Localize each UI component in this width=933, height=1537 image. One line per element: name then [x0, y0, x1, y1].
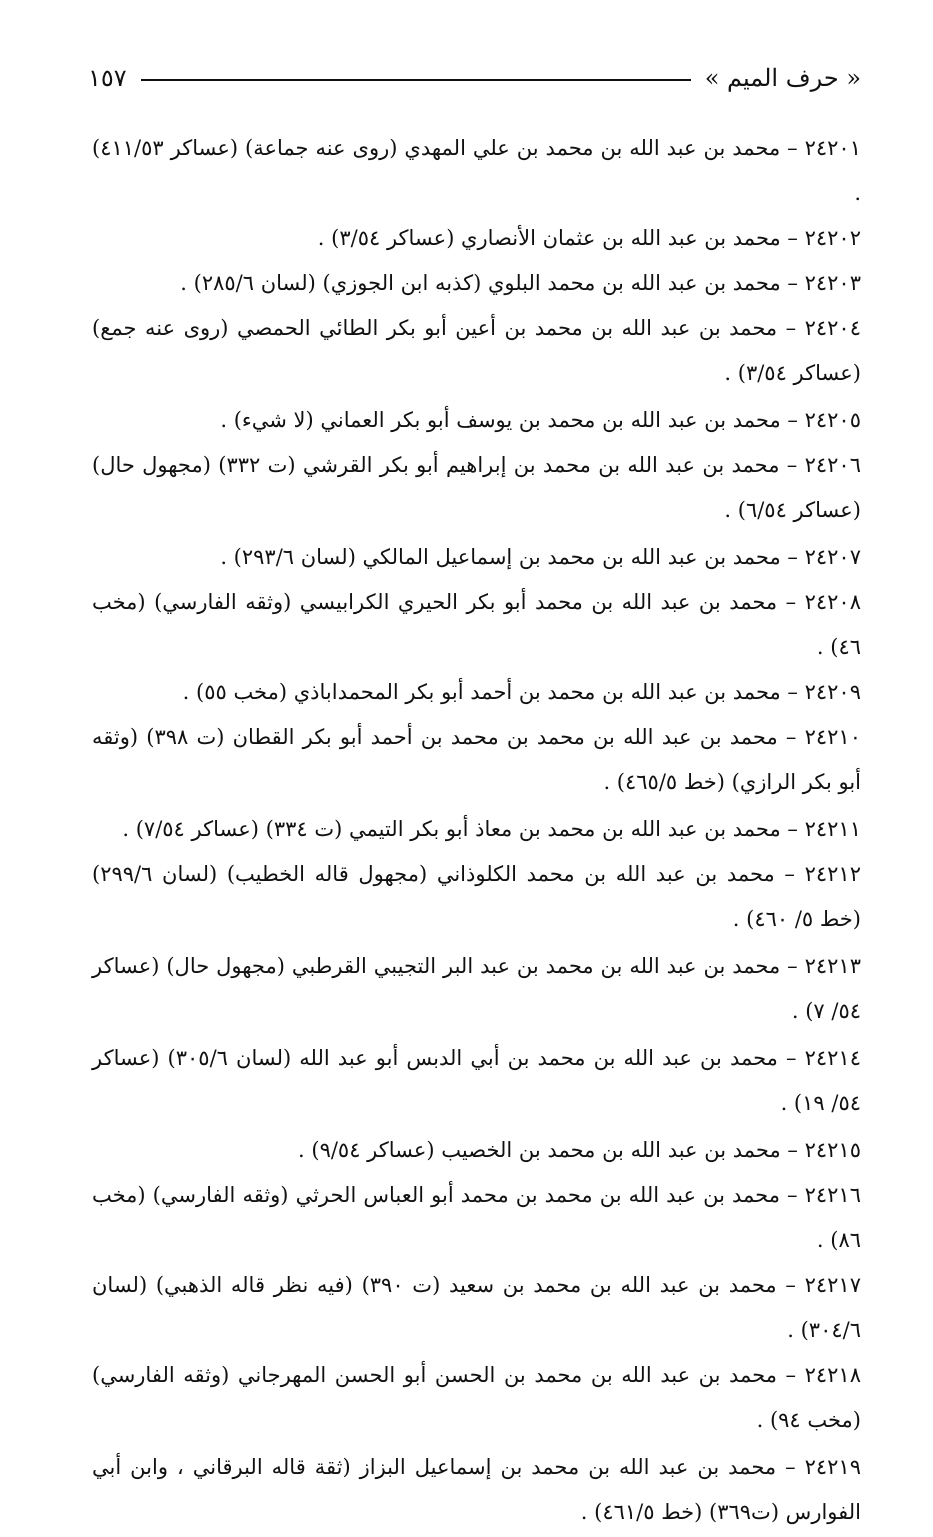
header-rule — [141, 79, 691, 81]
list-item: ٢٤٢١١ – محمد بن عبد الله بن محمد بن معاذ أبو بكر التيمي (ت ٣٣٤) (عساكر ٧/٥٤) . — [122, 817, 861, 841]
list-item: ٢٤٢٠١ – محمد بن عبد الله بن محمد بن علي المهدي (روى عنه جماعة) (عساكر ٤١١/٥٣) . — [92, 136, 861, 205]
entry-list — [92, 126, 861, 1537]
list-item: ٢٤٢٠٣ – محمد بن عبد الله بن محمد البلوي (كذبه ابن الجوزي) (لسان ٢٨٥/٦) . — [180, 271, 861, 295]
list-item: ٢٤٢١٨ – محمد بن عبد الله بن محمد بن الحسن أبو الحسن المهرجاني (وثقه الفارسي) (مخب ٩٤) . — [92, 1363, 861, 1432]
list-item: ٢٤٢٠٧ – محمد بن عبد الله بن محمد بن إسماعيل المالكي (لسان ٢٩٣/٦) . — [220, 545, 861, 569]
page-number: ١٥٧ — [88, 64, 127, 92]
chapter-title: « حرف الميم » — [704, 64, 861, 92]
list-item: ٢٤٢٠٩ – محمد بن عبد الله بن محمد بن أحمد أبو بكر المحمداباذي (مخب ٥٥) . — [182, 680, 861, 704]
list-item: ٢٤٢٠٦ – محمد بن عبد الله بن محمد بن إبراهيم أبو بكر القرشي (ت ٣٣٢) (مجهول حال) (عساكر ٦/٥٤) . — [92, 453, 861, 522]
list-item: ٢٤٢١٠ – محمد بن عبد الله بن محمد بن محمد بن أحمد أبو بكر القطان (ت ٣٩٨) (وثقه أبو بكر الرازي) (خط ٤٦٥/٥) . — [92, 725, 861, 794]
list-item: ٢٤٢١٦ – محمد بن عبد الله بن محمد بن محمد أبو العباس الحرثي (وثقه الفارسي) (مخب ٨٦) . — [92, 1183, 861, 1252]
list-item: ٢٤٢١٢ – محمد بن عبد الله بن محمد الكلوذاني (مجهول قاله الخطيب) (لسان ٢٩٩/٦) (خط ٥/ ٤٦٠) . — [92, 862, 861, 931]
list-item: ٢٤٢٠٨ – محمد بن عبد الله بن محمد أبو بكر الحيري الكرابيسي (وثقه الفارسي) (مخب ٤٦) . — [92, 590, 861, 659]
list-item: ٢٤٢٠٢ – محمد بن عبد الله بن عثمان الأنصاري (عساكر ٣/٥٤) . — [317, 226, 861, 250]
page-header — [88, 58, 861, 98]
list-item: ٢٤٢١٣ – محمد بن عبد الله بن محمد بن عبد البر التجيبي القرطبي (مجهول حال) (عساكر ٥٤/ ٧) . — [92, 954, 861, 1023]
list-item: ٢٤٢٠٤ – محمد بن عبد الله بن محمد بن أعين أبو بكر الطائي الحمصي (روى عنه جمع) (عساكر ٣/٥٤) . — [92, 316, 861, 385]
list-item: ٢٤٢١٤ – محمد بن عبد الله بن محمد بن أبي الدبس أبو عبد الله (لسان ٣٠٥/٦) (عساكر ٥٤/ ١٩) . — [92, 1046, 861, 1115]
list-item: ٢٤٢١٧ – محمد بن عبد الله بن محمد بن سعيد (ت ٣٩٠) (فيه نظر قاله الذهبي) (لسان ٣٠٤/٦) . — [92, 1273, 861, 1342]
list-item: ٢٤٢١٩ – محمد بن عبد الله بن محمد بن إسماعيل البزاز (ثقة قاله البرقاني ، وابن أبي الفوارس (ت٣٦٩) (خط ٤٦١/٥) . — [92, 1455, 861, 1524]
list-item: ٢٤٢٠٥ – محمد بن عبد الله بن محمد بن يوسف أبو بكر العماني (لا شيء) . — [220, 408, 861, 432]
list-item: ٢٤٢١٥ – محمد بن عبد الله بن محمد بن الخصيب (عساكر ٩/٥٤) . — [298, 1138, 861, 1162]
